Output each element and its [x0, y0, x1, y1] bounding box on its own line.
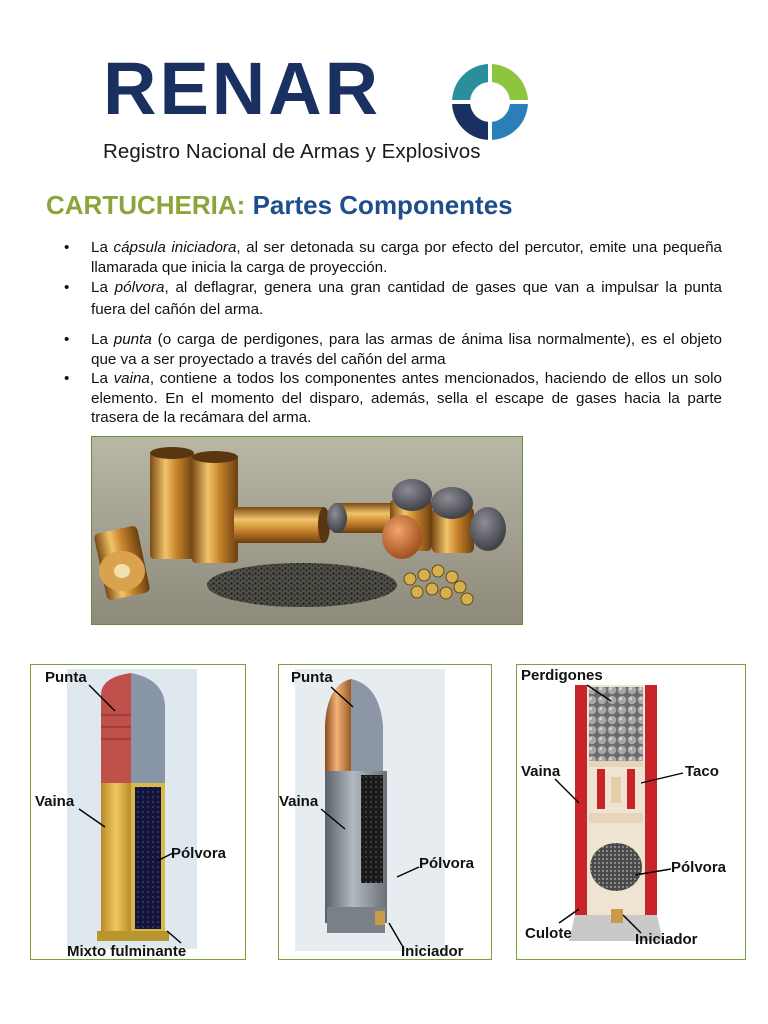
pistol-cartridge-diagram	[278, 664, 492, 960]
cartridge-components-photo	[91, 436, 523, 625]
logo-subtitle: Registro Nacional de Armas y Explosivos	[103, 140, 481, 163]
label-punta: Punta	[45, 669, 87, 686]
page-title	[46, 190, 513, 221]
label-vaina: Vaina	[279, 793, 319, 810]
list-item: • La punta (o carga de perdigones, para las armas de ánima lisa normalmente), es el objeto que va a ser proyectado a través del cañón del arma	[64, 330, 722, 369]
label-culote: Culote	[525, 925, 572, 942]
list-item: • La cápsula iniciadora, al ser detonada su carga por efecto del percutor, emite una pequeña llamarada que inicia la carga de proyección.	[64, 238, 722, 277]
leader-lines	[517, 665, 745, 959]
title-main: Partes Componentes	[252, 190, 513, 220]
label-polvora: Pólvora	[419, 855, 475, 872]
label-vaina: Vaina	[35, 793, 75, 810]
renar-target-icon	[444, 56, 536, 148]
label-punta: Punta	[291, 669, 333, 686]
rimfire-cartridge-diagram	[30, 664, 246, 960]
leader-lines	[279, 665, 491, 959]
label-taco: Taco	[685, 763, 719, 780]
label-fulminante: Mixto fulminante	[67, 943, 187, 960]
component-list	[64, 238, 722, 428]
label-perdigones: Perdigones	[521, 667, 603, 684]
logo-wordmark: RENAR	[103, 47, 382, 130]
shotshell-diagram	[516, 664, 746, 960]
list-item: • La vaina, contiene a todos los componentes antes mencionados, haciendo de ellos un solo elemento. En el momento del disparo, además, sella el escape de gases hacia la parte trasera de la recámara del arma.	[64, 369, 722, 428]
label-iniciador: Iniciador	[635, 931, 698, 948]
label-polvora: Pólvora	[171, 845, 227, 862]
title-prefix: CARTUCHERIA:	[46, 190, 246, 220]
label-vaina: Vaina	[521, 763, 561, 780]
leader-lines	[31, 665, 245, 959]
label-polvora: Pólvora	[671, 859, 727, 876]
label-iniciador: Iniciador	[401, 943, 464, 960]
list-item: • La pólvora, al deflagrar, genera una gran cantidad de gases que van a impulsar la punta fuera del cañón del arma.	[64, 277, 722, 321]
